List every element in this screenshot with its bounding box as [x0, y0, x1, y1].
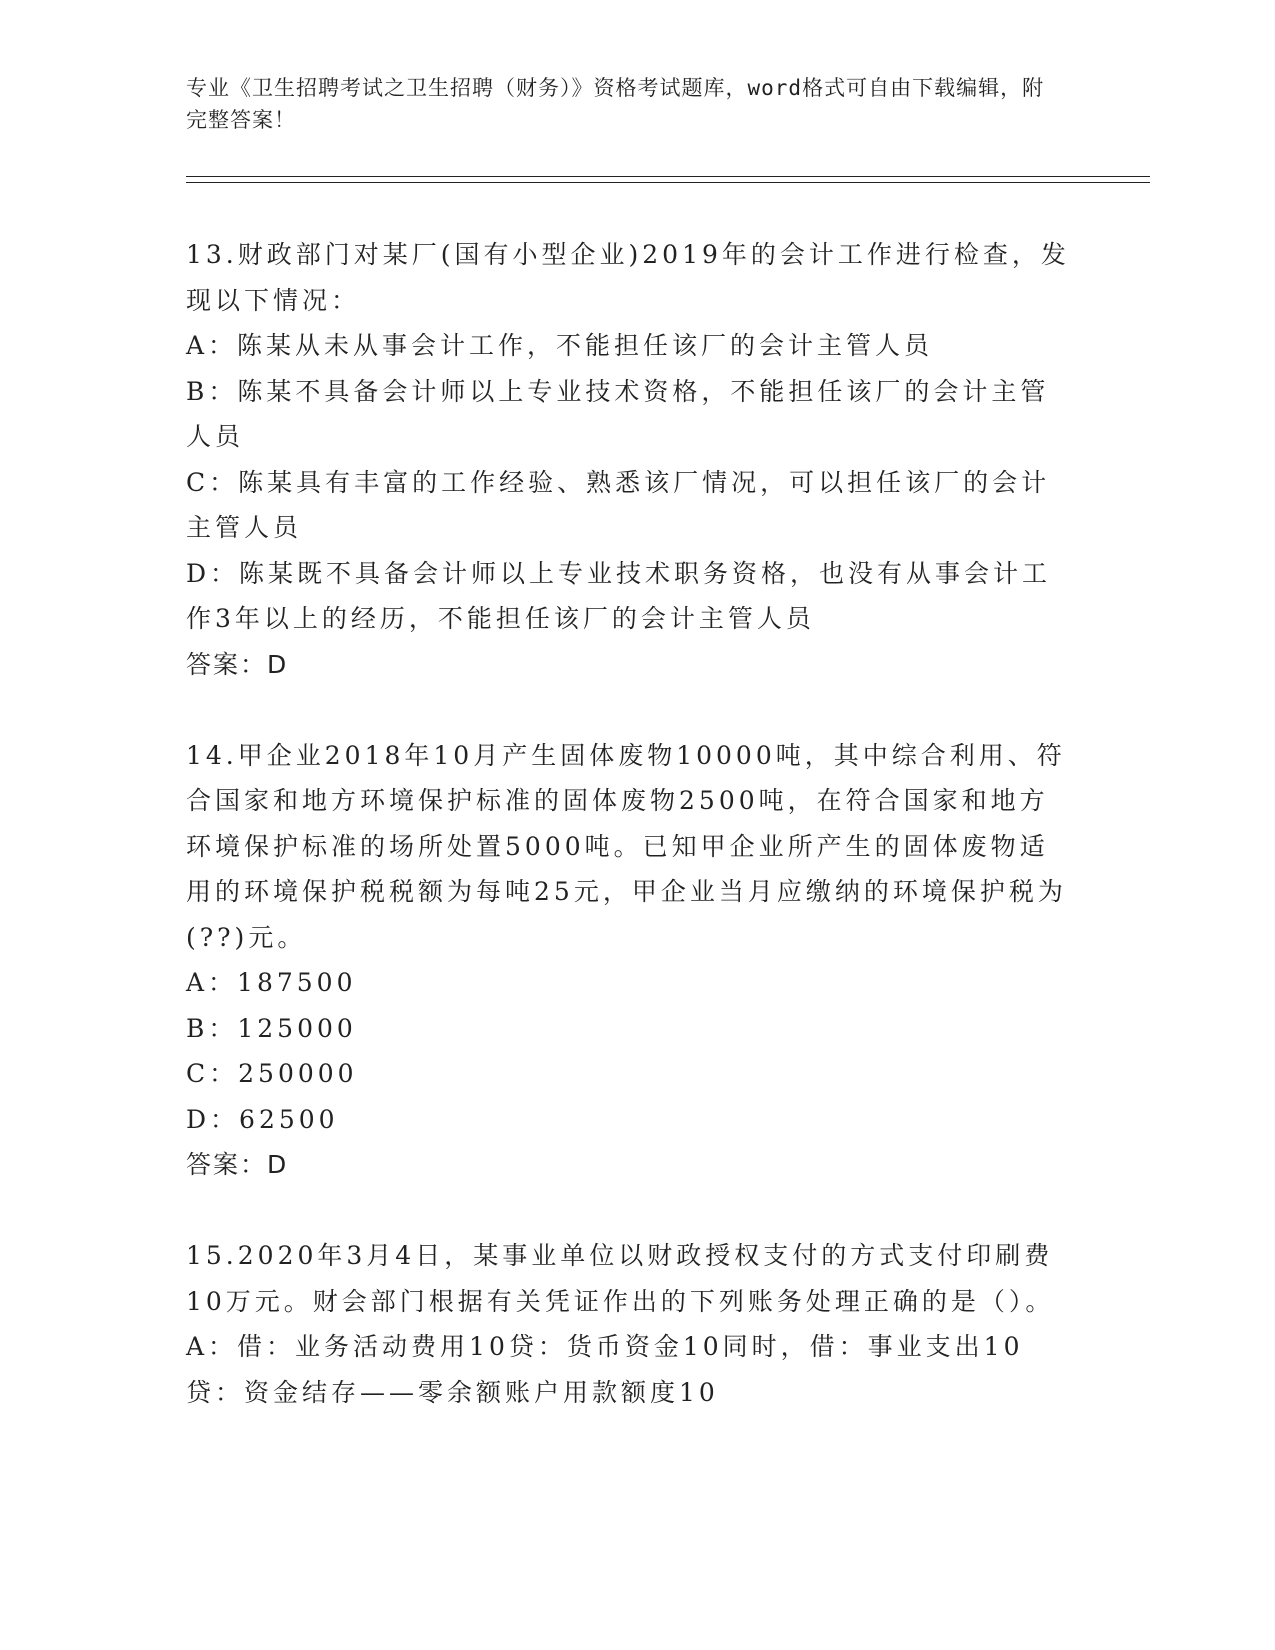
option-a: A：187500	[186, 968, 357, 997]
option-d: D：陈某既不具备会计师以上专业技术职务资格，也没有从事会计工作3年以上的经历，不能担任该厂的会计主管人员	[186, 558, 1052, 633]
option-c: C：250000	[186, 1059, 358, 1088]
question-list	[186, 232, 1076, 1415]
answer: 答案：D	[186, 649, 289, 679]
question-stem: 15.2020年3月4日，某事业单位以财政授权支付的方式支付印刷费10万元。财会部门根据有关凭证作出的下列账务处理正确的是（）。	[186, 1241, 1055, 1316]
question-stem: 13.财政部门对某厂(国有小型企业)2019年的会计工作进行检查，发现以下情况：	[186, 240, 1070, 315]
question-stem: 14.甲企业2018年10月产生固体废物10000吨，其中综合利用、符合国家和地方环境保护标准的固体废物2500吨，在符合国家和地方环境保护标准的场所处置5000吨。已知甲企业所产生的固体废物适用的环境保护税税额为每吨25元，甲企业当月应缴纳的环境保护税为(??)元。	[186, 740, 1067, 952]
header-divider-top	[186, 176, 1150, 177]
question-14	[186, 733, 1076, 1188]
header-divider-bottom	[186, 182, 1150, 183]
option-d: D：62500	[186, 1104, 339, 1134]
document-header: 专业《卫生招聘考试之卫生招聘（财务）》资格考试题库，word格式可自由下载编辑，附完整答案！	[186, 76, 1045, 132]
question-15	[186, 1233, 1076, 1415]
question-13	[186, 232, 1076, 687]
answer: 答案：D	[186, 1150, 289, 1179]
option-b: B：125000	[186, 1013, 357, 1043]
option-a: A：陈某从未从事会计工作，不能担任该厂的会计主管人员	[186, 331, 934, 360]
option-a: A：借：业务活动费用10贷：货币资金10同时，借：事业支出10贷：资金结存——零余额账户用款额度10	[186, 1332, 1024, 1407]
option-c: C：陈某具有丰富的工作经验、熟悉该厂情况，可以担任该厂的会计主管人员	[186, 467, 1051, 542]
option-b: B：陈某不具备会计师以上专业技术资格，不能担任该厂的会计主管人员	[186, 376, 1050, 451]
